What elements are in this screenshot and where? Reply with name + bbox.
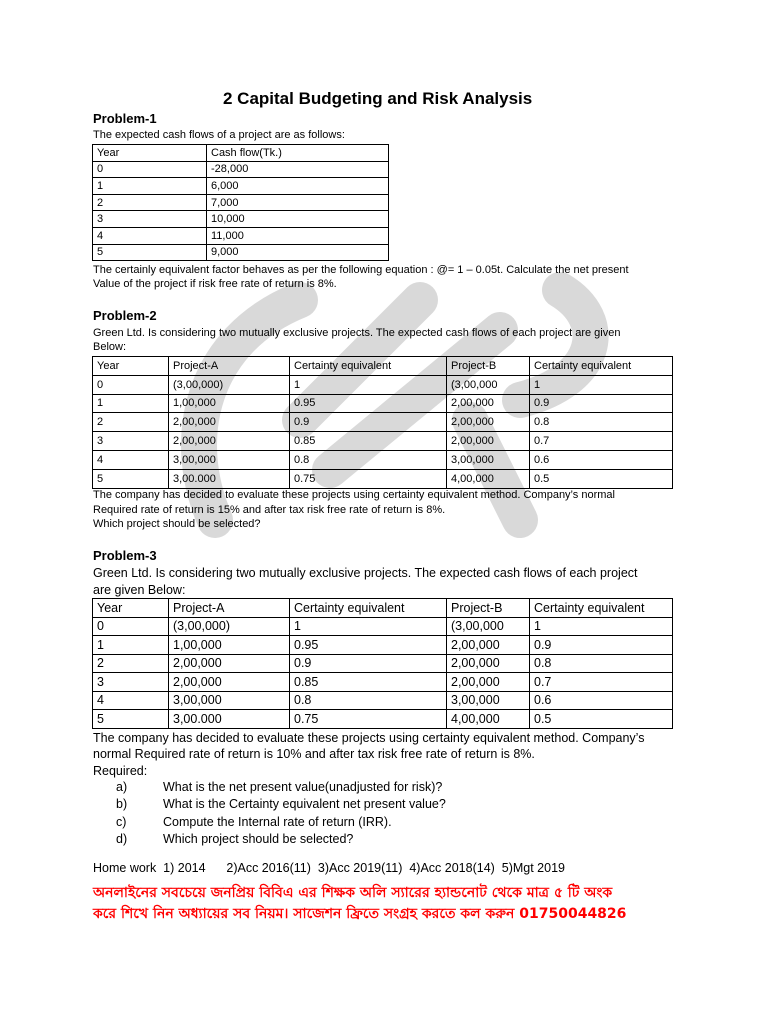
table-cell: 0.5 (530, 710, 673, 729)
table-cell: 2,00,000 (169, 654, 290, 673)
table-header-row (93, 599, 673, 618)
table-cell: 0.6 (530, 691, 673, 710)
problem3-note-line2: normal Required rate of return is 10% and after tax risk free rate of return is 8%. (93, 747, 535, 761)
table-header-cell: Certainty equivalent (530, 599, 673, 618)
table-cell: 2 (93, 194, 207, 211)
table-cell: (3,00,000) (169, 375, 290, 394)
table-header-row (93, 357, 673, 376)
table-cell: 0 (93, 617, 169, 636)
problem3-heading: Problem-3 (93, 548, 157, 563)
table-cell: 3,00,000 (169, 691, 290, 710)
promo-line1: অনলাইনের সবচেয়ে জনপ্রিয় বিবিএ এর শিক্ষক অলি স্যারের হ্যান্ডনোট থেকে মাত্র ৫ টি অংক (93, 885, 613, 901)
table-cell: 3,00,000 (169, 450, 290, 469)
table-cell: 2,00,000 (447, 413, 530, 432)
table-row (93, 375, 673, 394)
problem1-table (92, 144, 389, 261)
table-cell: 5 (93, 469, 169, 488)
question-label: b) (116, 797, 128, 811)
table-header-cell: Year (93, 599, 169, 618)
table-row (93, 710, 673, 729)
table-row (93, 432, 673, 451)
problem2-intro-line2: Below: (93, 341, 127, 353)
table-cell: (3,00,000 (447, 375, 530, 394)
table-cell: 6,000 (207, 178, 389, 195)
table-cell: 0.95 (290, 636, 447, 655)
table-cell: 0.9 (530, 394, 673, 413)
page-title: 2 Capital Budgeting and Risk Analysis (223, 89, 533, 108)
table-cell: 3,00,000 (447, 691, 530, 710)
table-cell: 4,00,000 (447, 710, 530, 729)
problem1-heading: Problem-1 (93, 111, 157, 126)
table-cell: 2,00,000 (169, 432, 290, 451)
table-row (93, 691, 673, 710)
table-cell: 2,00,000 (447, 394, 530, 413)
table-cell: 3,00,000 (447, 450, 530, 469)
table-cell: 0 (93, 375, 169, 394)
table-cell: 2 (93, 413, 169, 432)
problem1-note-line2: Value of the project if risk free rate of return is 8%. (93, 278, 337, 290)
table-header-row (93, 145, 389, 162)
table-row (93, 244, 389, 261)
table-cell: 2,00,000 (169, 673, 290, 692)
table-cell: 1 (290, 375, 447, 394)
problem2-note-line2: Required rate of return is 15% and after tax risk free rate of return is 8%. (93, 504, 446, 516)
table-cell: 2,00,000 (447, 673, 530, 692)
table-row (93, 178, 389, 195)
question-text: What is the Certainty equivalent net present value? (163, 797, 446, 811)
table-cell: 2,00,000 (447, 432, 530, 451)
problem3-intro-line2: are given Below: (93, 583, 186, 597)
table-cell: 1 (93, 636, 169, 655)
question-text: What is the net present value(unadjusted for risk)? (163, 780, 443, 794)
table-cell: 1 (93, 394, 169, 413)
table-row (93, 161, 389, 178)
table-cell: 0.6 (530, 450, 673, 469)
table-cell: 3 (93, 673, 169, 692)
table-cell: 0.7 (530, 432, 673, 451)
table-cell: 9,000 (207, 244, 389, 261)
question-label: d) (116, 832, 128, 846)
table-cell: 0.75 (290, 710, 447, 729)
required-label: Required: (93, 764, 148, 778)
table-header-cell: Year (93, 145, 207, 162)
table-header-cell: Certainty equivalent (290, 599, 447, 618)
table-cell: (3,00,000 (447, 617, 530, 636)
table-cell: 3,00.000 (169, 710, 290, 729)
table-row (93, 469, 673, 488)
table-header-cell: Certainty equivalent (290, 357, 447, 376)
table-header-cell: Project-B (447, 357, 530, 376)
table-row (93, 227, 389, 244)
table-row (93, 673, 673, 692)
problem1-intro: The expected cash flows of a project are as follows: (93, 129, 345, 141)
promo-line2: করে শিখে নিন অধ্যায়ের সব নিয়ম। সাজেশন ফ্রিতে সংগ্রহ করতে কল করুন 01750044826 (93, 906, 627, 922)
table-cell: 0.7 (530, 673, 673, 692)
table-cell: (3,00,000) (169, 617, 290, 636)
table-cell: 4 (93, 450, 169, 469)
table-cell: 2,00,000 (169, 413, 290, 432)
question-text: Compute the Internal rate of return (IRR). (163, 815, 392, 829)
problem1-note-line1: The certainly equivalent factor behaves as per the following equation : @= 1 – 0.05t. Calculate the net present (93, 264, 629, 276)
problem2-intro-line1: Green Ltd. Is considering two mutually exclusive projects. The expected cash flows of each project are given (93, 327, 621, 339)
table-cell: 0.8 (530, 413, 673, 432)
table-cell: 1 (93, 178, 207, 195)
table-cell: 4 (93, 227, 207, 244)
table-row (93, 636, 673, 655)
problem3-intro-line1: Green Ltd. Is considering two mutually exclusive projects. The expected cash flows of each project (93, 566, 638, 580)
table-cell: 4,00,000 (447, 469, 530, 488)
problem2-note-line1: The company has decided to evaluate these projects using certainty equivalent method. Company’s normal (93, 489, 615, 501)
problem3-table (92, 598, 673, 729)
question-label: c) (116, 815, 127, 829)
question-label: a) (116, 780, 128, 794)
table-cell: 5 (93, 244, 207, 261)
table-cell: 2,00,000 (447, 636, 530, 655)
table-cell: 4 (93, 691, 169, 710)
table-cell: 0.9 (290, 413, 447, 432)
table-cell: 2 (93, 654, 169, 673)
homework-line: Home work 1) 2014 2)Acc 2016(11) 3)Acc 2019(11) 4)Acc 2018(14) 5)Mgt 2019 (93, 861, 565, 875)
table-header-cell: Year (93, 357, 169, 376)
table-cell: 0.9 (530, 636, 673, 655)
table-cell: 2,00,000 (447, 654, 530, 673)
table-row (93, 450, 673, 469)
table-cell: 0 (93, 161, 207, 178)
table-header-cell: Cash flow(Tk.) (207, 145, 389, 162)
table-header-cell: Project-A (169, 357, 290, 376)
table-header-cell: Certainty equivalent (530, 357, 673, 376)
problem2-heading: Problem-2 (93, 308, 157, 323)
table-cell: 1 (290, 617, 447, 636)
question-text: Which project should be selected? (163, 832, 354, 846)
table-cell: 5 (93, 710, 169, 729)
table-cell: 1 (530, 617, 673, 636)
problem2-table (92, 356, 673, 489)
table-row (93, 211, 389, 228)
problem3-note-line1: The company has decided to evaluate these projects using certainty equivalent method. Company’s (93, 731, 645, 745)
table-cell: 0.9 (290, 654, 447, 673)
problem2-note-line3: Which project should be selected? (93, 518, 261, 530)
table-cell: 1,00,000 (169, 636, 290, 655)
table-cell: 3 (93, 432, 169, 451)
table-cell: 7,000 (207, 194, 389, 211)
table-header-cell: Project-B (447, 599, 530, 618)
table-cell: 3,00.000 (169, 469, 290, 488)
table-cell: 0.8 (290, 691, 447, 710)
table-row (93, 194, 389, 211)
table-cell: 1,00,000 (169, 394, 290, 413)
table-header-cell: Project-A (169, 599, 290, 618)
table-row (93, 617, 673, 636)
table-cell: 0.95 (290, 394, 447, 413)
table-cell: 3 (93, 211, 207, 228)
table-cell: 0.85 (290, 432, 447, 451)
table-row (93, 654, 673, 673)
table-cell: 0.5 (530, 469, 673, 488)
table-cell: 0.8 (290, 450, 447, 469)
table-cell: 10,000 (207, 211, 389, 228)
table-cell: 0.75 (290, 469, 447, 488)
table-cell: 1 (530, 375, 673, 394)
table-cell: 0.85 (290, 673, 447, 692)
table-cell: 11,000 (207, 227, 389, 244)
table-cell: -28,000 (207, 161, 389, 178)
table-cell: 0.8 (530, 654, 673, 673)
table-row (93, 394, 673, 413)
table-row (93, 413, 673, 432)
